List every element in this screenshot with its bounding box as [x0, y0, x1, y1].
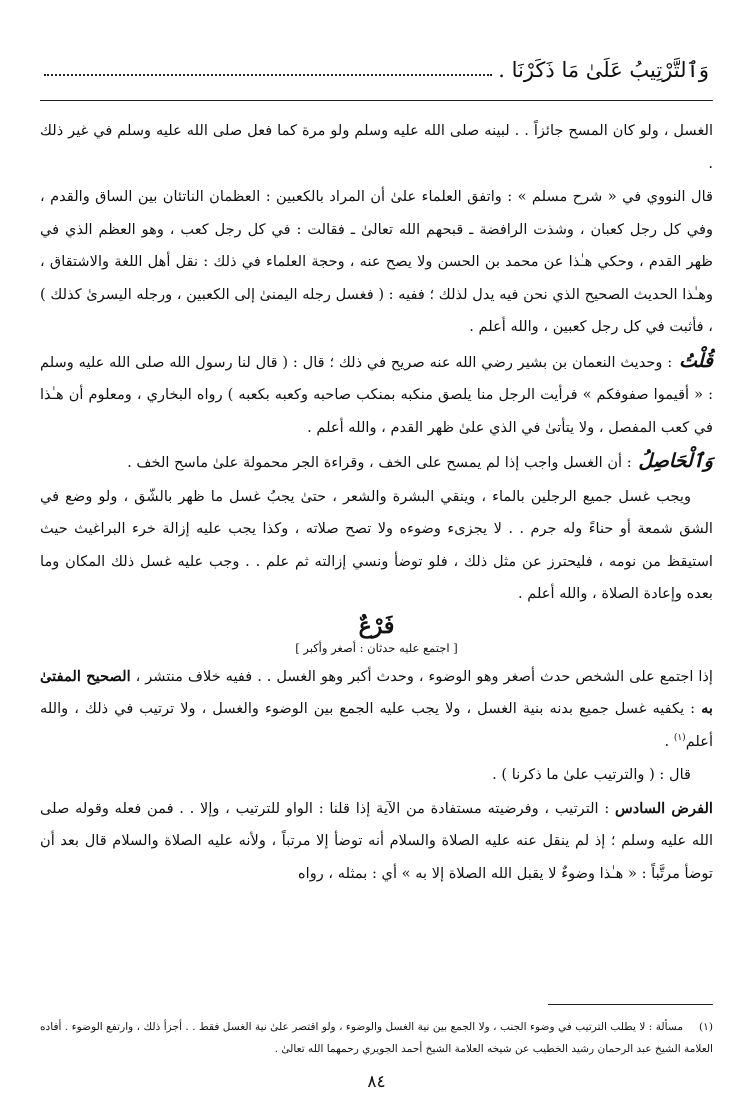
header-rule [40, 100, 713, 101]
paragraph-6-text: إذا اجتمع على الشخص حدث أصغر وهو الوضوء ، وحدث أكبر وهو الغسل . . ففيه خلاف منتشر ، [130, 667, 713, 685]
footnote-text: مسألة : لا يطلب الترتيب في وضوء الجنب ، ولا الجمع بين نية الغسل والوضوء ، ولو اقتصر علىٰ نية الغسل فقط . . أجزأ ذلك ، وارتفع الوضوء . أفاده العلامة الشيخ عبد الرحمان رشيد الخطيب عن شيخه العلامة الشيخ أحمد الجويري رحمهما الله تعالىٰ . [40, 1021, 713, 1055]
far-subheading: [ اجتمع عليه حدثان : أصغر وأكبر ] [295, 640, 458, 655]
main-text [40, 115, 713, 890]
footnote-rule [548, 1004, 713, 1005]
paragraph-8 [40, 793, 713, 891]
paragraph-7: قال : ( والترتيب علىٰ ما ذكرنا ) . [492, 766, 691, 783]
paragraph-5: ويجب غسل جميع الرجلين بالماء ، وينقي البشرة والشعر ، حتىٰ يجبُ غسل ما ظهر بالشّق ، ولو وضع في الشق شمعة أو حناءً وله جرم . . لا يجزىء وضوءه ولا تصح صلاته ، وكذا يجب عليه إزالة خرء البراغيث حيث استيقظ من نومه ، فليحترز عن مثل ذلك ، فلو توضأ ونسي إزالته ثم علم . . وجب عليه غسل ذلك المكان وما بعده وإعادة الصلاة ، والله أعلم . [40, 487, 713, 602]
paragraph-6-rest: : يكفيه غسل جميع بدنه بنية الغسل ، ولا يجب عليه الجمع بين الوضوء والغسل ، ولا ترتيب في ذلك ، والله أعلم [40, 700, 713, 750]
paragraph-6 [40, 661, 713, 759]
running-header-dots [44, 62, 492, 76]
paragraph-4 [40, 445, 713, 480]
paragraph-3-text: : وحديث النعمان بن بشير رضي الله عنه صريح في ذلك ؛ قال : ( قال لنا رسول الله صلى الله عليه وسلم : « أقيموا صفوفكم » فرأيت الرجل منا يلصق منكبه بمنكب صاحبه وكعبه بكعبه ) رواه البخاري ، ومعلوم أن هـٰذا في كعب المفصل ، ولا يتأتىٰ في الذي علىٰ ظهر القدم ، والله أعلم . [40, 353, 713, 436]
qultu-ornament: قُلْتُ [678, 349, 713, 372]
far-heading: فَرْعٌ [358, 612, 395, 639]
fard-sadis-bold: الفرض السادس [614, 799, 713, 817]
running-header-title: وَٱلتَّرْتِيبُ عَلَىٰ مَا ذَكَرْنَا . [498, 58, 709, 82]
footnote [40, 1016, 713, 1060]
page-number: ٨٤ [367, 1072, 386, 1092]
paragraph-4-text: : أن الغسل واجب إذا لم يمسح على الخف ، وقراءة الجر محمولة علىٰ ماسح الخف . [127, 454, 637, 471]
footnote-number: (١) [699, 1021, 713, 1033]
paragraph-6-end: . [664, 732, 674, 750]
footnote-marker[interactable]: (١) [673, 732, 686, 743]
paragraph-8-text: : الترتيب ، وفرضيته مستفادة من الآية إذا قلنا : الواو للترتيب ، وإلا . . فمن فعله وقوله صلى الله عليه وسلم ؛ إذ لم ينقل عنه عليه الصلاة والسلام أنه توضأ إلا مرتباً ، ولأنه عليه الصلاة والسلام قال بعد أن توضأ مرتَّباً : « هـٰذا وضوءٌ لا يقبل الله الصلاة إلا به » أي : بمثله ، رواه [40, 799, 713, 882]
paragraph-2: قال النووي في « شرح مسلم » : واتفق العلماء علىٰ أن المراد بالكعبين : العظمان الناتئان بين الساق والقدم ، وفي كل رجل كعبان ، وشذت الرافضة ـ قبحهم الله تعالىٰ ـ فقالت : في كل رجل كعب ، وهو العظم الذي في ظهر القدم ، وحكي هـٰذا عن محمد بن الحسن ولا يصح عنه ، وحجة العلماء في ذلك : نقل أهل اللغة والاشتقاق ، وهـٰذا الحديث الصحيح الذي نحن فيه يدل لذلك ؛ ففيه : ( فغسل رجله اليمنىٰ إلى الكعبين ، ورجله اليسرىٰ كذلك ) ، فأثبت في كل رجل كعبين ، والله أعلم . [40, 188, 713, 335]
hasil-ornament: وَٱلْحَاصِلُ [638, 450, 713, 472]
paragraph-3 [40, 345, 713, 445]
paragraph-1: الغسل ، ولو كان المسح جائزاً . . لبينه صلى الله عليه وسلم ولو مرة كما فعل صلى الله عليه وسلم في غير ذلك . [40, 122, 713, 172]
running-header [44, 58, 709, 82]
sahih-mufta-bold: الصحيح المفتىٰ به [40, 667, 713, 717]
